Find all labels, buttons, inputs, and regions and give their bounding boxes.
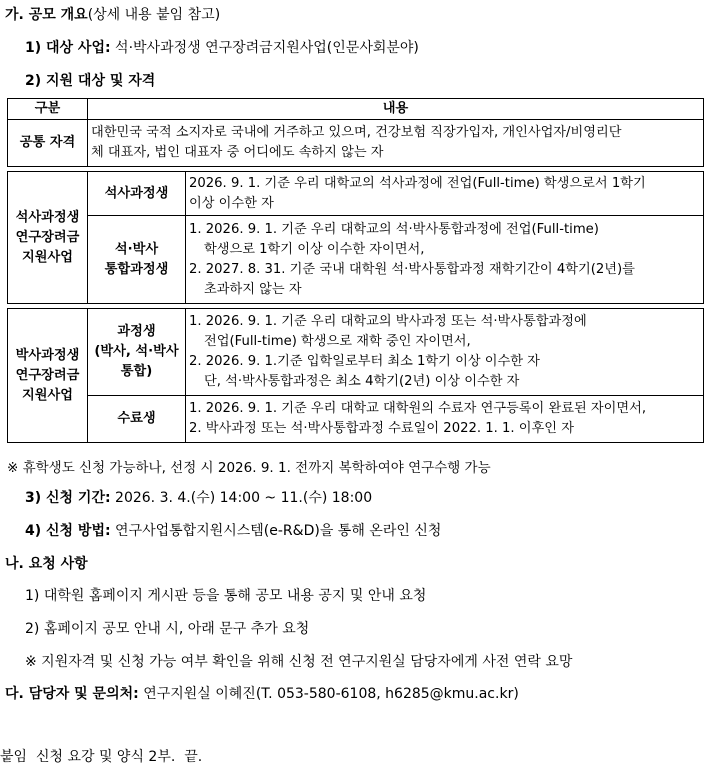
- target-project-line: [25, 39, 419, 57]
- content-line: 2. 2027. 8. 31. 기준 국내 대학원 석·박사통합과정 재학기간이 4학기(2년)를: [189, 261, 635, 277]
- common-line: 체 대표자, 법인 대표자 중 어디에도 속하지 않는 자: [91, 145, 384, 160]
- content-line: 2. 박사과정 또는 석·박사통합과정 수료일이 2022. 1. 1. 이후인 자: [189, 421, 574, 436]
- content-line: 초과하지 않는 자: [204, 281, 302, 297]
- sub-line: (박사, 석·박사: [94, 344, 179, 359]
- content-line: 1. 2026. 9. 1. 기준 우리 대학교 대학원의 수료자 연구등록이 완료된 자이면서,: [189, 401, 647, 416]
- content-line: 단, 석·박사통합과정은 최소 4학기(2년) 이상 이수한 자: [204, 374, 520, 389]
- header-category: 구분: [8, 99, 88, 120]
- request-item-1: 1) 대학원 홈페이지 게시판 등을 통해 공모 내용 공지 및 안내 요청: [25, 588, 427, 604]
- request-note: ※ 지원자격 및 신청 가능 여부 확인을 위해 신청 전 연구지원실 담당자에게 사전 연락 요망: [25, 654, 573, 670]
- header-content: 내용: [88, 99, 704, 120]
- integrated-row: [8, 216, 704, 304]
- completion-row: [8, 396, 704, 443]
- doctoral-sub-label: [88, 309, 186, 396]
- section-a-heading: [5, 6, 220, 24]
- doctoral-category: [8, 309, 88, 443]
- contact-info: 연구지원실 이혜진(T. 053-580-6108, h6285@kmu.ac.kr): [143, 686, 519, 702]
- eligibility-heading: 2) 지원 대상 및 자격: [25, 73, 156, 89]
- sub-line: 과정생: [117, 324, 156, 339]
- application-period-label: 3) 신청 기간:: [25, 490, 111, 506]
- target-project-value: 석·박사과정생 연구장려금지원사업(인문사회분야): [115, 40, 419, 56]
- common-line: 대한민국 국적 소지자로 국내에 거주하고 있으며, 건강보험 직장가입자, 개인사업자/비영리단: [91, 125, 622, 140]
- doctoral-content: [186, 309, 704, 396]
- category-line: 연구장려금: [15, 367, 80, 383]
- sub-line: 통합과정생: [104, 261, 169, 277]
- common-qualification-content: [88, 120, 704, 167]
- category-line: 지원사업: [22, 249, 73, 265]
- integrated-sub-label: [88, 216, 186, 304]
- category-line: 지원사업: [22, 387, 73, 403]
- sub-line: 수료생: [117, 411, 156, 426]
- table-header-row: [8, 99, 704, 120]
- content-line: 1. 2026. 9. 1. 기준 우리 대학교의 석·박사통합과정에 전업(Full-time): [189, 221, 599, 237]
- common-qualification-row: [8, 120, 704, 167]
- master-category: [8, 172, 88, 304]
- content-line: 2. 2026. 9. 1.기준 입학일로부터 최소 1학기 이상 이수한 자: [189, 354, 540, 369]
- application-method-line: [25, 522, 441, 540]
- content-line: 전업(Full-time) 학생으로 재학 중인 자이면서,: [204, 334, 471, 349]
- application-period-line: [25, 489, 372, 507]
- request-item-2: 2) 홈페이지 공모 안내 시, 아래 문구 추가 요청: [25, 621, 310, 637]
- application-method-label: 4) 신청 방법:: [25, 523, 111, 539]
- section-a-heading-note: (상세 내용 붙임 참고): [87, 7, 221, 23]
- sub-line: 석사과정생: [104, 185, 169, 201]
- content-line: 1. 2026. 9. 1. 기준 우리 대학교의 박사과정 또는 석·박사통합과정에: [189, 314, 587, 329]
- master-content: [186, 172, 704, 216]
- completion-sub-label: [88, 396, 186, 443]
- sub-line: 석·박사: [114, 241, 159, 257]
- attachment-line: 붙임 신청 요강 및 양식 2부. 끝.: [0, 749, 203, 765]
- section-c-heading: 다. 담당자 및 문의처:: [5, 686, 139, 702]
- content-line: 이상 이수한 자: [189, 195, 274, 211]
- category-line: 연구장려금: [15, 229, 80, 245]
- leave-of-absence-note: ※ 휴학생도 신청 가능하나, 선정 시 2026. 9. 1. 전까지 복학하여야 연구수행 가능: [7, 460, 491, 476]
- common-qualification-label: 공통 자격: [8, 120, 88, 167]
- category-line: 박사과정생: [15, 347, 80, 363]
- content-line: 학생으로 1학기 이상 이수한 자이면서,: [204, 241, 425, 257]
- doctoral-row: [8, 309, 704, 396]
- contact-line: [5, 685, 519, 703]
- application-period-value: 2026. 3. 4.(수) 14:00 ~ 11.(수) 18:00: [115, 490, 373, 506]
- section-a-heading-label: 가. 공모 개요: [5, 7, 88, 23]
- category-line: 석사과정생: [15, 209, 80, 225]
- master-sub-label: [88, 172, 186, 216]
- target-project-label: 1) 대상 사업:: [25, 40, 111, 56]
- master-row: [8, 172, 704, 216]
- completion-content: [186, 396, 704, 443]
- content-line: 2026. 9. 1. 기준 우리 대학교의 석사과정에 전업(Full-time) 학생으로서 1학기: [189, 175, 646, 191]
- section-b-heading: 나. 요청 사항: [5, 556, 88, 572]
- eligibility-table: [7, 98, 704, 443]
- sub-line: 통합): [120, 364, 153, 379]
- integrated-content: [186, 216, 704, 304]
- application-method-value: 연구사업통합지원시스템(e-R&D)을 통해 온라인 신청: [115, 523, 442, 539]
